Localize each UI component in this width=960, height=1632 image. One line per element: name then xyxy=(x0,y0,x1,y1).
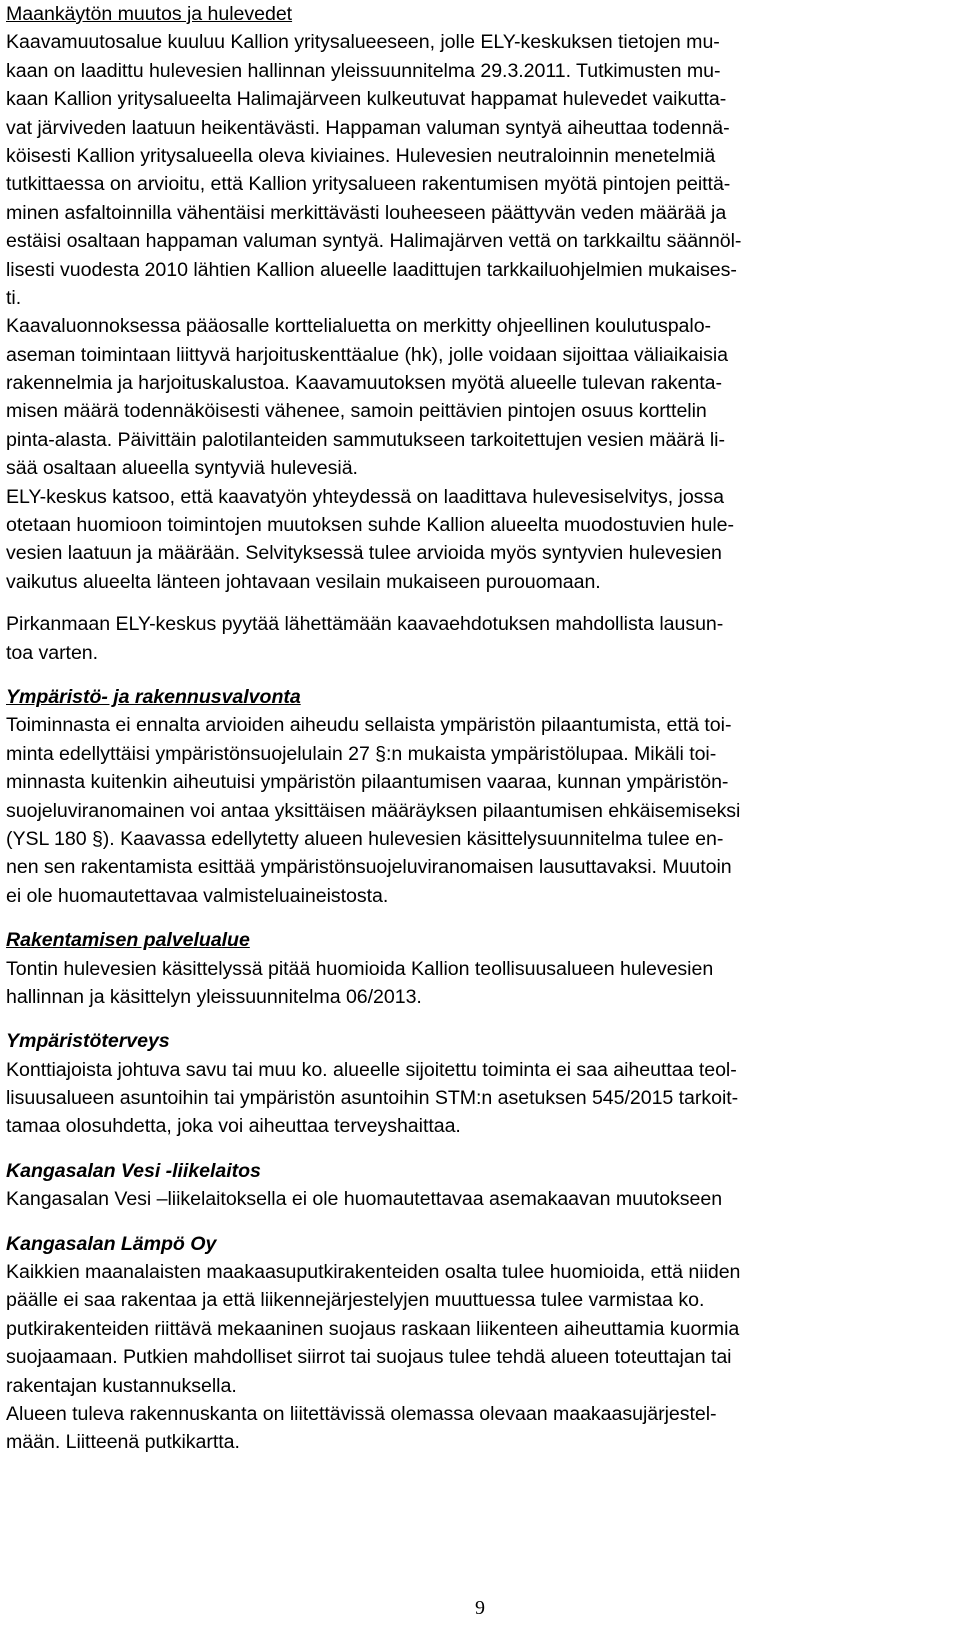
intro-line: minen asfaltoinnilla vähentäisi merkittävästi louheeseen päättyvän veden määrää ja xyxy=(6,201,727,224)
intro-line: köisesti Kallion yritysalueella oleva kiviaines. Hulevesien neutraloinnin menetelmiä xyxy=(6,144,716,167)
intro-heading: Maankäytön muutos ja hulevedet xyxy=(6,3,293,25)
intro-line: ELY-keskus katsoo, että kaavatyön yhteydessä on laadittava hulevesiselvitys, jossa xyxy=(6,485,725,508)
spacer xyxy=(6,910,950,926)
spacer xyxy=(6,667,950,683)
section-line: Alueen tuleva rakennuskanta on liitettävissä olemassa olevaan maakaasujärjestel- xyxy=(6,1402,717,1425)
section-line: Konttiajoista johtuva savu tai muu ko. alueelle sijoitettu toiminta ei saa aiheuttaa teol- xyxy=(6,1058,737,1081)
section-line: (YSL 180 §). Kaavassa edellytetty alueen hulevesien käsittelysuunnitelma tulee en- xyxy=(6,827,724,850)
section-line: minnasta kuitenkin aiheutuisi ympäristön pilaantumisen vaaraa, kunnan ympäristön- xyxy=(6,771,729,794)
spacer xyxy=(6,1214,950,1230)
section-line: tamaa olosuhdetta, joka voi aiheuttaa terveyshaittaa. xyxy=(6,1115,461,1138)
section-line: suojeluviranomainen voi antaa yksittäisen määräyksen pilaantumisen ehkäisemiseksi xyxy=(6,799,741,822)
section-heading: Rakentamisen palvelualue xyxy=(6,929,250,952)
intro-line: rakennelmia ja harjoituskalustoa. Kaavamuutoksen myötä alueelle tulevan rakenta- xyxy=(6,372,722,395)
intro-line: Kaavamuutosalue kuuluu Kallion yritysalueeseen, jolle ELY-keskuksen tietojen mu- xyxy=(6,31,720,54)
section-line: nen sen rakentamista esittää ympäristönsuojeluviranomaisen lausuttavaksi. Muutoin xyxy=(6,856,732,879)
section-line: suojaamaan. Putkien mahdolliset siirrot tai suojaus tulee tehdä alueen toteuttajan tai xyxy=(6,1346,732,1369)
intro-line: estäisi osaltaan happaman valuman syntyä. Halimajärven vettä on tarkkailtu säännöl- xyxy=(6,230,742,253)
section-environment-building-control xyxy=(6,683,950,910)
section-heading: Kangasalan Lämpö Oy xyxy=(6,1232,217,1255)
section-heading: Ympäristö- ja rakennusvalvonta xyxy=(6,685,301,708)
ely-request-line: Pirkanmaan ELY-keskus pyytää lähettämään kaavaehdotuksen mahdollista lausun- xyxy=(6,613,724,636)
intro-line: lisesti vuodesta 2010 lähtien Kallion alueelle laadittujen tarkkailuohjelmien mukaises- xyxy=(6,258,737,281)
section-line: putkirakenteiden riittävä mekaaninen suojaus raskaan liikenteen aiheuttamia kuormia xyxy=(6,1317,740,1340)
section-line: Kaikkien maanalaisten maakaasuputkirakenteiden osalta tulee huomioida, että niiden xyxy=(6,1261,741,1284)
spacer xyxy=(6,596,950,610)
section-line: päälle ei saa rakentaa ja että liikennejärjestelyjen muuttuessa tulee varmistaa ko. xyxy=(6,1289,705,1312)
page-number: 9 xyxy=(475,1597,485,1619)
intro-section xyxy=(6,0,950,596)
section-line: Kangasalan Vesi –liikelaitoksella ei ole huomautettavaa asemakaavan muutokseen xyxy=(6,1188,723,1211)
section-line: mään. Liitteenä putkikartta. xyxy=(6,1431,240,1454)
section-kangasala-water xyxy=(6,1157,950,1214)
ely-request-paragraph xyxy=(6,610,950,667)
section-line: lisuusalueen asuntoihin tai ympäristön asuntoihin STM:n asetuksen 545/2015 tarkoit- xyxy=(6,1087,739,1110)
spacer xyxy=(6,1141,950,1157)
section-line: Tontin hulevesien käsittelyssä pitää huomioida Kallion teollisuusalueen hulevesien xyxy=(6,957,714,980)
section-construction-services xyxy=(6,926,950,1011)
section-line: Toiminnasta ei ennalta arvioiden aiheudu sellaista ympäristön pilaantumista, että toi- xyxy=(6,714,732,737)
section-line: minta edellyttäisi ympäristönsuojelulain 27 §:n mukaista ympäristölupaa. Mikäli toi- xyxy=(6,742,717,765)
intro-line: ti. xyxy=(6,286,22,309)
section-heading: Ympäristöterveys xyxy=(6,1030,170,1053)
section-line: rakentajan kustannuksella. xyxy=(6,1374,237,1397)
intro-line: otetaan huomioon toimintojen muutoksen suhde Kallion alueelta muodostuvien hule- xyxy=(6,514,734,537)
intro-line: kaan Kallion yritysalueelta Halimajärveen kulkeutuvat happamat hulevedet vaikutta- xyxy=(6,88,727,111)
intro-line: vaikutus alueelta länteen johtavaan vesilain mukaiseen purouomaan. xyxy=(6,570,601,593)
section-heading: Kangasalan Vesi -liikelaitos xyxy=(6,1159,261,1182)
section-kangasala-heat xyxy=(6,1230,950,1457)
ely-request-line: toa varten. xyxy=(6,641,99,664)
intro-line: sää osaltaan alueella syntyviä hulevesiä. xyxy=(6,457,358,480)
intro-line: vat järviveden laatuun heikentävästi. Happaman valuman syntyä aiheuttaa todennä- xyxy=(6,116,730,139)
spacer xyxy=(6,1011,950,1027)
intro-line: pinta-alasta. Päivittäin palotilanteiden sammutukseen tarkoitettujen vesien määrä li- xyxy=(6,428,725,451)
intro-line: tutkittaessa on arvioitu, että Kallion yritysalueen rakentumisen myötä pintojen peittä- xyxy=(6,173,731,196)
intro-line: aseman toimintaan liittyvä harjoituskenttäalue (hk), jolle voidaan sijoittaa väliaikaisia xyxy=(6,343,728,366)
intro-line: misen määrä todennäköisesti vähenee, samoin peittävien pintojen osuus korttelin xyxy=(6,400,707,423)
section-line: hallinnan ja käsittelyn yleissuunnitelma 06/2013. xyxy=(6,985,422,1008)
section-environmental-health xyxy=(6,1027,950,1141)
intro-line: kaan on laadittu hulevesien hallinnan yleissuunnitelma 29.3.2011. Tutkimusten mu- xyxy=(6,59,721,82)
document-page xyxy=(6,0,950,1457)
intro-line: Kaavaluonnoksessa pääosalle korttelialuetta on merkitty ohjeellinen koulutuspalo- xyxy=(6,315,712,338)
intro-line: vesien laatuun ja määrään. Selvityksessä tulee arvioida myös syntyvien hulevesien xyxy=(6,542,722,565)
section-line: ei ole huomautettavaa valmisteluaineistosta. xyxy=(6,884,389,907)
